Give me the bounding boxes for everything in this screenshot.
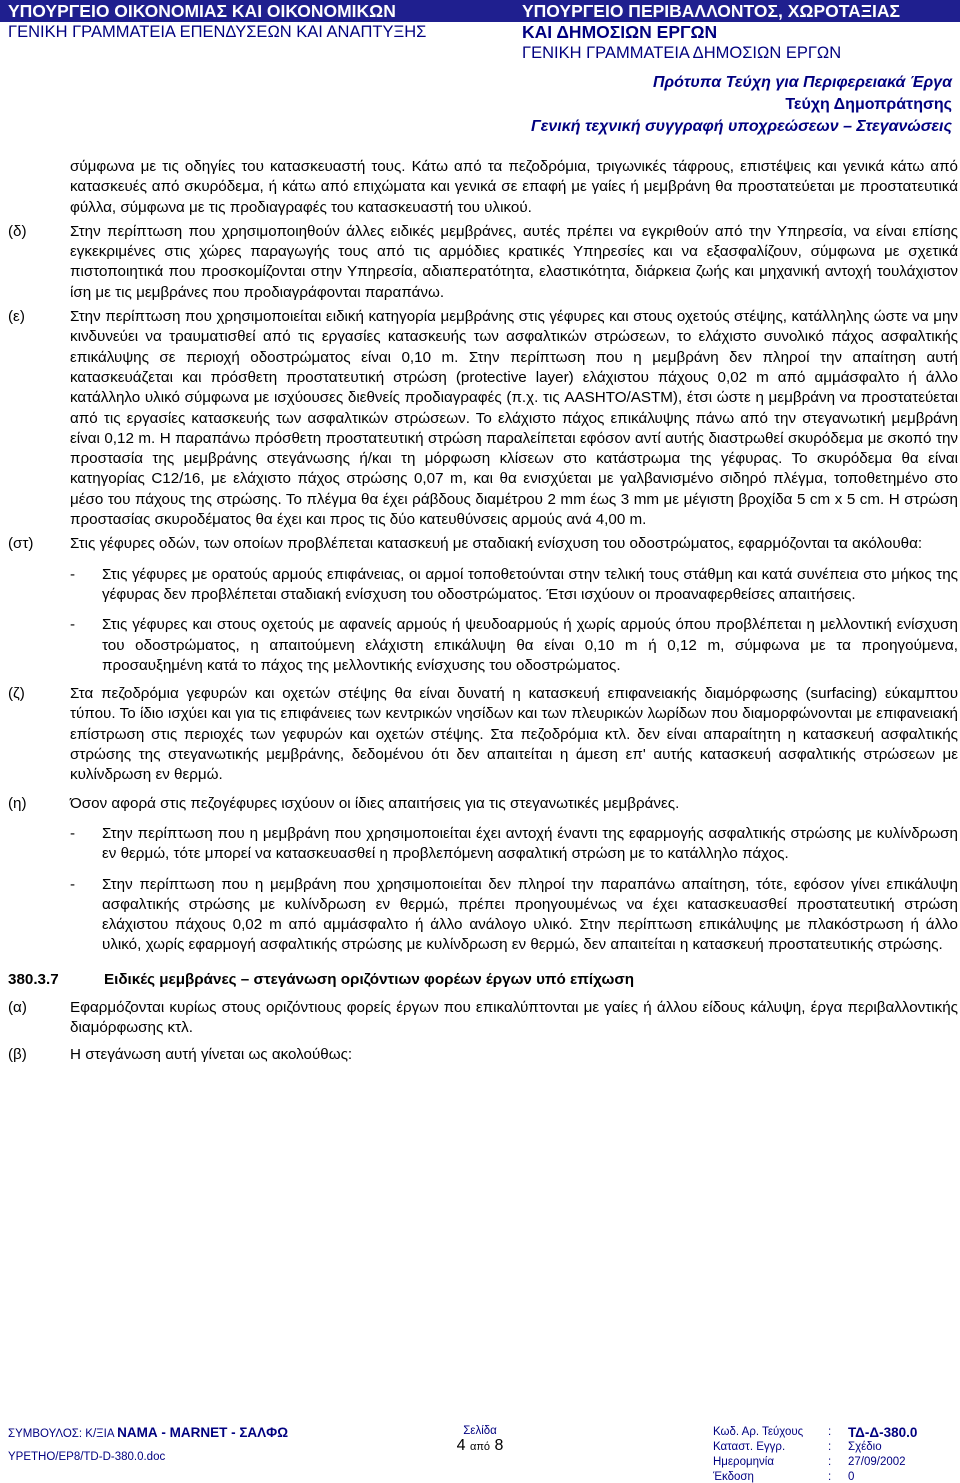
item-label: (δ)	[8, 222, 27, 240]
item-text: Στις γέφυρες οδών, των οποίων προβλέπεται κατασκευή με σταδιακή ενίσχυση του οδοστρώματος, εφαρμόζονται τα ακόλουθα:	[70, 535, 923, 553]
section-item-b	[8, 1045, 958, 1065]
item-label: (η)	[8, 794, 27, 812]
item-label: (ε)	[8, 308, 25, 326]
item-e	[8, 307, 958, 530]
consultant-label: ΣΥΜΒΟΥΛΟΣ: Κ/ΞΙΑ	[8, 1428, 114, 1440]
dash-bullet: -	[70, 875, 76, 893]
page-label: Σελίδα	[463, 1425, 497, 1437]
meta-value: Σχέδιο	[848, 1441, 882, 1453]
meta-colon: :	[828, 1456, 832, 1468]
dash-text: Στις γέφυρες και στους οχετούς με αφανείς αρμούς ή ψευδοαρμούς ή χωρίς αρμούς όπου προβλέπεται η μελλοντική ενίσχυση του οδοστρώματος, η απαιτούμενη ελάχιστη επικάλυψη θα είναι 0,10 m ή 0,12 m, σύμφωνα με τα προηγούμενα, προσαυξημένη κατά το πάχος της μελλοντικής ενίσχυσης του οδοστρώματος.	[102, 616, 958, 674]
page-footer	[8, 1425, 952, 1483]
item-label: (ζ)	[8, 685, 25, 703]
item-text: Όσον αφορά στις πεζογέφυρες ισχύουν οι ίδιες απαιτήσεις για τις στεγανωτικές μεμβράνες.	[70, 794, 680, 812]
meta-key: Έκδοση	[713, 1471, 754, 1483]
consultant-line	[8, 1425, 288, 1440]
section-title: Ειδικές μεμβράνες – στεγάνωση οριζόντιων φορέων έργων υπό επίχωση	[104, 970, 635, 988]
right-secretariat: ΓΕΝΙΚΗ ΓΡΑΜΜΑΤΕΙΑ ΔΗΜΟΣΙΩΝ ΕΡΓΩΝ	[522, 44, 842, 62]
right-ministry-line1: ΥΠΟΥΡΓΕΙΟ ΠΕΡΙΒΑΛΛΟΝΤΟΣ, ΧΩΡΟΤΑΞΙΑΣ	[522, 1, 901, 21]
item-text: Στα πεζοδρόμια γεφυρών και οχετών στέψης θα είναι δυνατή η κατασκευή επιφανειακής διαμόρφωσης (surfacing) εύκαμπτου τύπου. Το ίδιο ισχύει και για τις επιφάνειες των κεντρικών νησίδων και των πλευρικών λωρίδων που διαμορφώνονται με επιφανειακή επίστρωση στις περιοχές των γεφυρών και οχετών στέψης. Στα πεζοδρόμια κτλ. δεν είναι απαραίτητη η κατασκευή ασφαλτικής στρώσης της στεγανωτικής μεμβράνης, δεδομένου ότι δεν απαιτείται η άμεση επ' αυτής κατασκευή ασφαλτικής στρώσεων με κυλίνδρωση εν θερμώ.	[70, 685, 958, 784]
page-indicator	[420, 1425, 540, 1455]
dash-item	[70, 565, 958, 606]
meta-colon: :	[828, 1426, 832, 1438]
item-z	[8, 684, 958, 785]
meta-row	[713, 1455, 958, 1470]
section-heading	[8, 970, 958, 990]
h-dash-list	[8, 824, 958, 956]
meta-value: 27/09/2002	[848, 1456, 906, 1468]
intro-paragraph: σύμφωνα με τις οδηγίες του κατασκευαστή τους. Κάτω από τα πεζοδρόμια, τριγωνικές τάφρους, επιστέψεις και γενικά κάτω από κατασκευές από σκυρόδεμα, ή κάτω από επιχώματα και γενικά σε επαφή με γαίες ή μεμβράνη θα προστατεύεται με προστατευτικά φύλλα, σύμφωνα με τις προδιαγραφές του κατασκευαστή του υλικού.	[70, 158, 958, 216]
dash-text: Στην περίπτωση που η μεμβράνη που χρησιμοποιείται έχει αντοχή έναντι της εφαρμογής ασφαλτικής στρώσης με κυλίνδρωση εν θερμώ, τότε μπορεί να κατασκευασθεί η προβλεπόμενη ασφαλτική στρώση με το κατάλληλο πάχος.	[102, 824, 958, 863]
meta-colon: :	[828, 1471, 832, 1483]
meta-colon: :	[828, 1441, 832, 1453]
page-total: 8	[494, 1437, 504, 1454]
dash-bullet: -	[70, 565, 76, 583]
item-h	[8, 794, 958, 814]
header-left	[8, 0, 426, 42]
dash-item	[70, 615, 958, 676]
doc-title-3: Γενική τεχνική συγγραφή υποχρεώσεων – Στεγανώσεις	[530, 118, 952, 135]
page-number-line	[420, 1437, 540, 1455]
item-label: (β)	[8, 1045, 27, 1063]
dash-text: Στην περίπτωση που η μεμβράνη που χρησιμοποιείται δεν πληροί την παραπάνω απαίτηση, τότε, εφόσον γίνει επικάλυψη ασφαλτικής στρώσης με κυλίνδρωση εν θερμώ, πρέπει προηγουμένως να έχει κατασκευασθεί προστατευτική στρώση ελάχιστου πάχους 0,02 m από αμμάσφαλτο ή άλλο ανάλογο υλικό. Στην περίπτωση επικάλυψης με πλακόστρωση ή άλλο υλικό, χωρίς εφαρμογή ασφαλτικής στρώσης με κυλίνδρωση εν θερμώ, δεν απαιτείται η κατασκευή προστατευτικής στρώσης.	[102, 875, 958, 954]
meta-row	[713, 1440, 958, 1455]
left-secretariat: ΓΕΝΙΚΗ ΓΡΑΜΜΑΤΕΙΑ ΕΠΕΝΔΥΣΕΩΝ ΚΑΙ ΑΝΑΠΤΥΞΗΣ	[8, 23, 427, 41]
header-right	[522, 0, 900, 63]
dash-item	[70, 824, 958, 865]
document-body	[8, 157, 958, 1065]
item-text: Η στεγάνωση αυτή γίνεται ως ακολούθως:	[70, 1045, 353, 1063]
doc-title-2: Τεύχη Δημοπράτησης	[785, 96, 952, 113]
item-label: (στ)	[8, 535, 34, 553]
item-d	[8, 222, 958, 303]
meta-value: ΤΔ-Δ-380.0	[848, 1425, 918, 1440]
dash-bullet: -	[70, 824, 76, 842]
meta-key: Ημερομηνία	[713, 1456, 774, 1468]
item-st	[8, 534, 958, 554]
meta-row	[713, 1470, 958, 1483]
document-meta	[713, 1425, 958, 1483]
consultant-name: ΝΑΜΑ - MARNET - ΣΑΛΦΩ	[117, 1425, 289, 1440]
dash-bullet: -	[70, 616, 76, 634]
dash-text: Στις γέφυρες με ορατούς αρμούς επιφάνειας, οι αρμοί τοποθετούνται στην τελική τους στάθμη και κατά συνέπεια στο μήκος της γέφυρας δεν προβλέπεται σταδιακή ενίσχυση του οδοστρώματος. Έτσι ισχύουν οι προαναφερθείσες απαιτήσεις.	[102, 565, 958, 603]
right-ministry-line2: ΚΑΙ ΔΗΜΟΣΙΩΝ ΕΡΓΩΝ	[522, 22, 718, 42]
item-label: (α)	[8, 998, 27, 1016]
meta-row	[713, 1425, 958, 1440]
doc-title-1: Πρότυπα Τεύχη για Περιφερειακά Έργα	[652, 74, 952, 91]
left-ministry: ΥΠΟΥΡΓΕΙΟ ΟΙΚΟΝΟΜΙΑΣ ΚΑΙ ΟΙΚΟΝΟΜΙΚΩΝ	[8, 1, 396, 21]
item-text: Εφαρμόζονται κυρίως στους οριζόντιους φορείς έργων που επικαλύπτονται με γαίες ή άλλου είδους κάλυψη, έργα περιβαλλοντικής διαμόρφωσης κτλ.	[70, 998, 958, 1037]
section-number: 380.3.7	[8, 970, 59, 988]
file-name: ΥΡΕΤΗΟ/ΕΡ8/ΤD-D-380.0.doc	[8, 1451, 166, 1463]
item-text: Στην περίπτωση που χρησιμοποιείται ειδική κατηγορία μεμβράνης στις γέφυρες και στους οχετούς στέψης, κατάλληλης ώστε να μην κινδυνεύει να τραυματισθεί από τις εργασίες κατασκευής των ασφαλτικών στρώσεων, το ελάχιστο συνολικό πάχος ασφαλτικής επικάλυψης σε περιοχή οδοστρώματος είναι 0,10 m. Στην περίπτωση που η μεμβράνη δεν πληροί την απαίτηση αυτή κατασκευάζεται και πρόσθετη προστατευτική στρώση (protective layer) ελάχιστου πάχους 0,02 m από αμμάσφαλτο ή άλλο κατάλληλο υλικό σύμφωνα με ισχύουσες διεθνείς προδιαγραφές (π.χ. τις AASHTO/ASTM), έτσι ώστε η μεμβράνη να προστατεύεται από τις εργασίες κατασκευής των ασφαλτικών στρώσεων. Το ελάχιστο πάχος επικάλυψης πάνω από την στεγανωτική μεμβράνη είναι 0,12 m. Η παραπάνω πρόσθετη προστατευτική στρώση παραλείπεται εφόσον αντί αυτής διαστρωθεί σκυρόδεμα με σκοπό την προστασία της μεμβράνης στεγάνωσης ή/και τη μόρφωση κλίσεων στο κατάστρωμα της γέφυρας. Το σκυρόδεμα θα είναι κατηγορίας C12/16, με ελάχιστο πάχος στρώσης 0,07 m, και θα ενισχύεται με γαλβανισμένο σιδηρό πλέγμα, τοποθετημένο στο μέσο του πάχους της στρώσης. Το πλέγμα θα έχει ράβδους διαμέτρου 2 mm έως 3 mm με μέγιστη βροχίδα 5 cm x 5 cm. Η στρώση προστασίας σκυροδέματος θα έχει και προς τις δύο κατευθύνσεις αρμούς ανά 4,00 m.	[70, 308, 958, 529]
item-text: Στην περίπτωση που χρησιμοποιηθούν άλλες ειδικές μεμβράνες, αυτές πρέπει να εγκριθούν από την Υπηρεσία, να είναι επίσης εγκεκριμένες στις χώρες παραγωγής τους από τις αρμόδιες κρατικές Υπηρεσίες και να εξασφαλίζουν, σύμφωνα με σχετικά πιστοποιητικά που προσκομίζονται στην Υπηρεσία, αδιαπερατότητα, ελαστικότητα, διάρκεια ζωής και μηχανική αντοχή τουλάχιστον ίση με τις μεμβράνες που προδιαγράφονται παραπάνω.	[70, 222, 958, 301]
st-dash-list	[8, 565, 958, 676]
meta-key: Κωδ. Αρ. Τεύχους	[713, 1426, 804, 1438]
dash-item	[70, 875, 958, 956]
section-item-a	[8, 998, 958, 1039]
meta-key: Καταστ. Εγγρ.	[713, 1441, 786, 1453]
meta-value: 0	[848, 1471, 855, 1483]
page-number: 4	[456, 1437, 466, 1454]
page-header	[0, 0, 960, 62]
page-of: από	[469, 1441, 491, 1453]
document-titles	[531, 72, 952, 138]
footer-left	[8, 1425, 288, 1440]
